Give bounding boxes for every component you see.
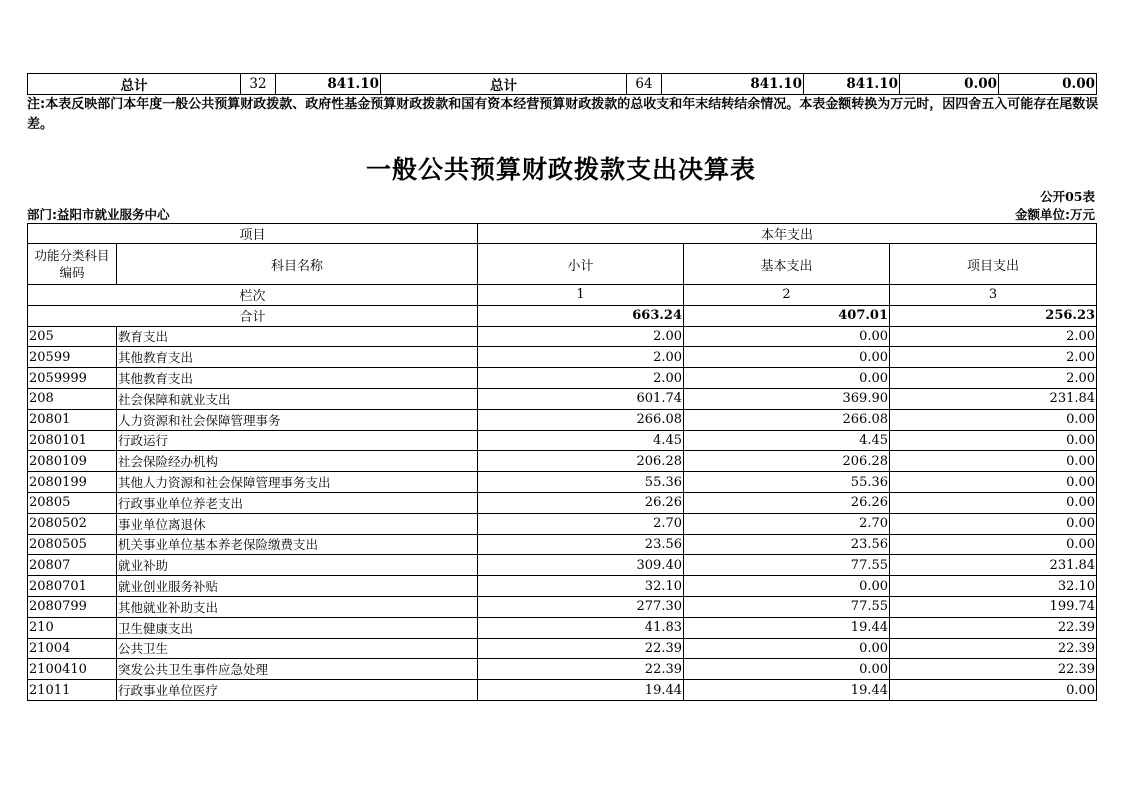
summary-line-left: 32 <box>241 74 276 95</box>
row-code: 2100410 <box>28 659 117 680</box>
row-subject-name: 社会保险经办机构 <box>117 451 478 472</box>
row-project-expense: 32.10 <box>890 576 1097 597</box>
row-code: 21004 <box>28 638 117 659</box>
table-row <box>28 388 1097 409</box>
row-basic-expense: 0.00 <box>684 576 890 597</box>
table-note: 注:本表反映部门本年度一般公共预算财政拨款、政府性基金预算财政拨款和国有资本经营预算财政拨款的总收支和年末结转结余情况。本表金额转换为万元时，因四舍五入可能存在尾数误差。 <box>27 97 1099 132</box>
row-subject-name: 行政事业单位医疗 <box>117 680 478 701</box>
summary-amount-left: 841.10 <box>276 74 381 95</box>
row-project-expense: 2.00 <box>890 368 1097 389</box>
row-basic-expense: 23.56 <box>684 534 890 555</box>
row-subject-name: 突发公共卫生事件应急处理 <box>117 659 478 680</box>
row-code: 2080505 <box>28 534 117 555</box>
row-project-expense: 0.00 <box>890 451 1097 472</box>
row-basic-expense: 0.00 <box>684 659 890 680</box>
row-code: 2059999 <box>28 368 117 389</box>
row-basic-expense: 77.55 <box>684 596 890 617</box>
row-basic-expense: 55.36 <box>684 472 890 493</box>
row-subtotal: 266.08 <box>478 409 684 430</box>
row-subtotal: 277.30 <box>478 596 684 617</box>
row-subtotal: 2.00 <box>478 326 684 347</box>
table-row <box>28 347 1097 368</box>
row-project-expense: 2.00 <box>890 347 1097 368</box>
row-subtotal: 309.40 <box>478 555 684 576</box>
header-project: 项目 <box>28 224 478 244</box>
row-basic-expense: 19.44 <box>684 680 890 701</box>
table-row <box>28 368 1097 389</box>
header-row-2 <box>28 244 1097 285</box>
row-basic-expense: 266.08 <box>684 409 890 430</box>
total-subtotal: 663.24 <box>478 305 684 326</box>
column-number-3: 3 <box>890 285 1097 306</box>
row-code: 2080109 <box>28 451 117 472</box>
total-project: 256.23 <box>890 305 1097 326</box>
row-subject-name: 行政事业单位养老支出 <box>117 492 478 513</box>
row-basic-expense: 0.00 <box>684 638 890 659</box>
row-project-expense: 2.00 <box>890 326 1097 347</box>
table-row <box>28 451 1097 472</box>
table-row <box>28 555 1097 576</box>
row-subject-name: 教育支出 <box>117 326 478 347</box>
row-code: 2080199 <box>28 472 117 493</box>
column-number-1: 1 <box>478 285 684 306</box>
table-row <box>28 596 1097 617</box>
summary-col-c: 0.00 <box>999 74 1097 95</box>
row-subtotal: 19.44 <box>478 680 684 701</box>
summary-row <box>28 74 1097 95</box>
header-row-1 <box>28 224 1097 244</box>
row-subject-name: 机关事业单位基本养老保险缴费支出 <box>117 534 478 555</box>
row-subject-name: 就业补助 <box>117 555 478 576</box>
row-code: 205 <box>28 326 117 347</box>
header-subtotal: 小计 <box>478 244 684 285</box>
table-row <box>28 472 1097 493</box>
summary-label-right: 总计 <box>381 74 627 95</box>
total-basic: 407.01 <box>684 305 890 326</box>
department-label: 部门:益阳市就业服务中心 <box>27 207 170 222</box>
row-project-expense: 0.00 <box>890 472 1097 493</box>
row-basic-expense: 0.00 <box>684 326 890 347</box>
row-project-expense: 22.39 <box>890 617 1097 638</box>
row-code: 208 <box>28 388 117 409</box>
row-subject-name: 其他人力资源和社会保障管理事务支出 <box>117 472 478 493</box>
row-subtotal: 206.28 <box>478 451 684 472</box>
row-basic-expense: 0.00 <box>684 368 890 389</box>
table-body <box>28 326 1097 700</box>
table-row <box>28 409 1097 430</box>
table-row <box>28 430 1097 451</box>
column-number-2: 2 <box>684 285 890 306</box>
column-number-row <box>28 285 1097 306</box>
table-row <box>28 534 1097 555</box>
row-subject-name: 行政运行 <box>117 430 478 451</box>
row-subject-name: 其他就业补助支出 <box>117 596 478 617</box>
table-row <box>28 576 1097 597</box>
row-code: 20805 <box>28 492 117 513</box>
row-subtotal: 601.74 <box>478 388 684 409</box>
row-subtotal: 55.36 <box>478 472 684 493</box>
row-basic-expense: 206.28 <box>684 451 890 472</box>
row-basic-expense: 4.45 <box>684 430 890 451</box>
row-code: 2080701 <box>28 576 117 597</box>
row-project-expense: 0.00 <box>890 430 1097 451</box>
row-subject-name: 就业创业服务补贴 <box>117 576 478 597</box>
table-row <box>28 513 1097 534</box>
row-code: 2080101 <box>28 430 117 451</box>
header-subject-name: 科目名称 <box>117 244 478 285</box>
row-project-expense: 199.74 <box>890 596 1097 617</box>
summary-col-a: 841.10 <box>804 74 900 95</box>
row-project-expense: 22.39 <box>890 638 1097 659</box>
row-subject-name: 人力资源和社会保障管理事务 <box>117 409 478 430</box>
page-title: 一般公共预算财政拨款支出决算表 <box>365 155 756 184</box>
row-subtotal: 22.39 <box>478 659 684 680</box>
row-subtotal: 26.26 <box>478 492 684 513</box>
summary-label-left: 总计 <box>28 74 241 95</box>
row-code: 21011 <box>28 680 117 701</box>
row-code: 20599 <box>28 347 117 368</box>
row-subject-name: 公共卫生 <box>117 638 478 659</box>
header-project-expense: 项目支出 <box>890 244 1097 285</box>
row-code: 2080799 <box>28 596 117 617</box>
row-basic-expense: 26.26 <box>684 492 890 513</box>
row-subtotal: 41.83 <box>478 617 684 638</box>
row-project-expense: 231.84 <box>890 388 1097 409</box>
table-row <box>28 326 1097 347</box>
expense-table <box>27 223 1097 701</box>
row-basic-expense: 2.70 <box>684 513 890 534</box>
row-subtotal: 32.10 <box>478 576 684 597</box>
total-label: 合计 <box>28 305 478 326</box>
header-func-code: 功能分类科目编码 <box>28 244 117 285</box>
row-project-expense: 0.00 <box>890 534 1097 555</box>
row-project-expense: 0.00 <box>890 680 1097 701</box>
row-code: 2080502 <box>28 513 117 534</box>
table-row <box>28 659 1097 680</box>
row-subject-name: 卫生健康支出 <box>117 617 478 638</box>
row-subtotal: 2.00 <box>478 368 684 389</box>
row-code: 210 <box>28 617 117 638</box>
header-basic-expense: 基本支出 <box>684 244 890 285</box>
row-subtotal: 22.39 <box>478 638 684 659</box>
summary-col-b: 0.00 <box>900 74 999 95</box>
table-row <box>28 638 1097 659</box>
row-subject-name: 社会保障和就业支出 <box>117 388 478 409</box>
summary-line-right: 64 <box>627 74 662 95</box>
unit-label: 金额单位:万元 <box>1015 207 1095 222</box>
row-basic-expense: 369.90 <box>684 388 890 409</box>
row-subtotal: 2.00 <box>478 347 684 368</box>
row-project-expense: 0.00 <box>890 492 1097 513</box>
table-row <box>28 617 1097 638</box>
summary-amount-right: 841.10 <box>662 74 804 95</box>
row-project-expense: 22.39 <box>890 659 1097 680</box>
header-current-year-expense: 本年支出 <box>478 224 1097 244</box>
row-subject-name: 事业单位离退休 <box>117 513 478 534</box>
column-number-label: 栏次 <box>28 285 478 306</box>
total-row <box>28 305 1097 326</box>
row-subject-name: 其他教育支出 <box>117 368 478 389</box>
row-project-expense: 0.00 <box>890 513 1097 534</box>
summary-table <box>27 73 1097 95</box>
row-subtotal: 23.56 <box>478 534 684 555</box>
row-basic-expense: 0.00 <box>684 347 890 368</box>
form-code: 公开05表 <box>1040 189 1095 204</box>
table-row <box>28 492 1097 513</box>
row-code: 20801 <box>28 409 117 430</box>
row-project-expense: 231.84 <box>890 555 1097 576</box>
row-subject-name: 其他教育支出 <box>117 347 478 368</box>
table-row <box>28 680 1097 701</box>
row-subtotal: 2.70 <box>478 513 684 534</box>
row-basic-expense: 77.55 <box>684 555 890 576</box>
row-project-expense: 0.00 <box>890 409 1097 430</box>
row-subtotal: 4.45 <box>478 430 684 451</box>
row-basic-expense: 19.44 <box>684 617 890 638</box>
row-code: 20807 <box>28 555 117 576</box>
